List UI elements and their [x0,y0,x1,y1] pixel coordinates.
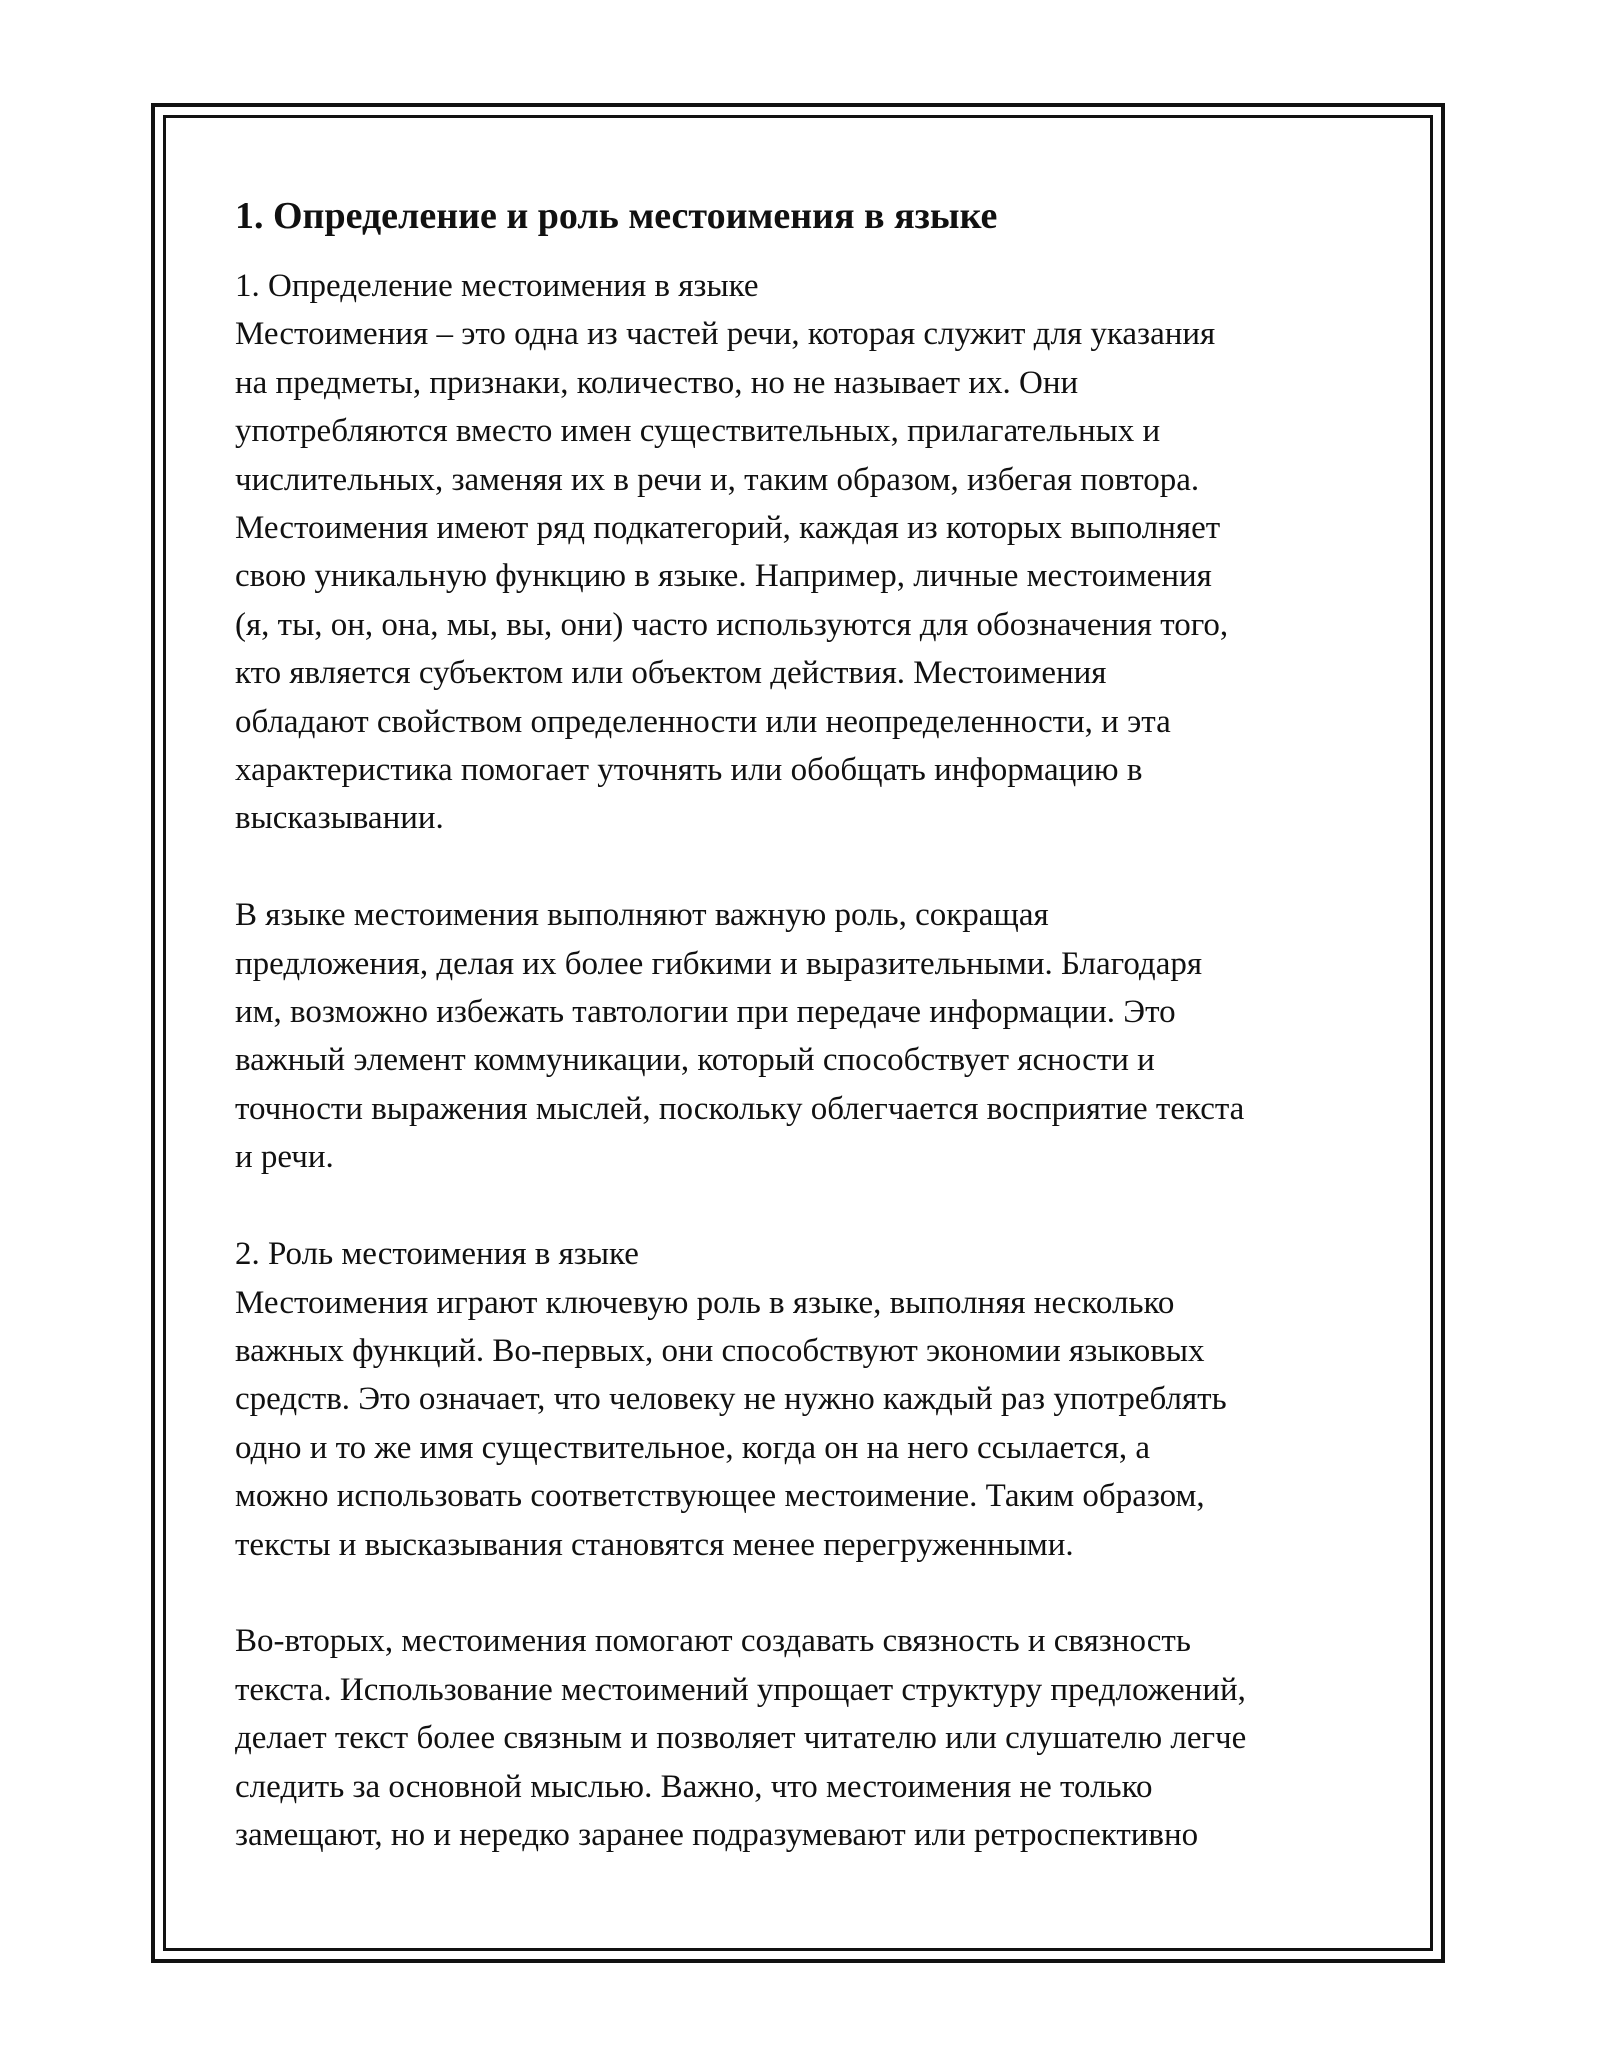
text-line: свою уникальную функцию в языке. Например, личные местоимения [235,558,1212,595]
text-line: 1. Определение местоимения в языке [235,268,759,304]
text-line: кто является субъектом или объектом действия. Местоимения [235,655,1107,692]
text-line: предложения, делая их более гибкими и выразительными. Благодаря [235,945,1203,982]
text-line: высказывании. [235,800,444,837]
text-line: замещают, но и нередко заранее подразумевают или ретроспективно [235,1816,1199,1853]
text-line: употребляются вместо имен существительных, прилагательных и [235,413,1161,450]
text-line: средств. Это означает, что человеку не нужно каждый раз употреблять [235,1381,1227,1418]
text-line: Местоимения играют ключевую роль в языке, выполняя несколько [235,1284,1175,1321]
text-line: делает текст более связным и позволяет читателю или слушателю легче [235,1720,1247,1757]
text-line: текста. Использование местоимений упрощает структуру предложений, [235,1671,1246,1708]
text-line: важный элемент коммуникации, который способствует ясности и [235,1042,1155,1079]
text-line: точности выражения мыслей, поскольку облегчается восприятие текста [235,1090,1245,1127]
text-line: 2. Роль местоимения в языке [235,1236,639,1273]
text-line: Местоимения имеют ряд подкатегорий, каждая из которых выполняет [235,510,1221,547]
text-line: числительных, заменяя их в речи и, таким образом, избегая повтора. [235,461,1200,498]
text-line: важных функций. Во-первых, они способствуют экономии языковых [235,1332,1205,1369]
paragraph-definition [235,262,1375,843]
section-heading: 1. Определение и роль местоимения в языке [235,195,998,237]
text-line: одно и то же имя существительное, когда он на него ссылается, а [235,1429,1151,1466]
text-line: характеристика помогает уточнять или обобщать информацию в [235,752,1143,789]
text-line: на предметы, признаки, количество, но не называет их. Они [235,364,1079,401]
text-line: (я, ты, он, она, мы, вы, они) часто используются для обозначения того, [235,606,1229,643]
text-line: тексты и высказывания становятся менее перегруженными. [235,1526,1074,1563]
paragraph-role [235,1230,1375,1569]
text-line: им, возможно избежать тавтологии при передаче информации. Это [235,994,1176,1031]
text-line: обладают свойством определенности или неопределенности, и эта [235,703,1171,740]
text-line: можно использовать соответствующее местоимение. Таким образом, [235,1478,1205,1515]
text-line: следить за основной мыслью. Важно, что местоимения не только [235,1768,1153,1805]
text-line: Местоимения – это одна из частей речи, которая служит для указания [235,316,1216,353]
paragraph-coherence [235,1617,1375,1859]
document-content [235,192,1375,1859]
text-line: В языке местоимения выполняют важную роль, сокращая [235,897,1049,934]
text-line: и речи. [235,1139,334,1176]
text-line: Во-вторых, местоимения помогают создавать связность и связность [235,1623,1191,1660]
paragraph-importance [235,891,1375,1181]
